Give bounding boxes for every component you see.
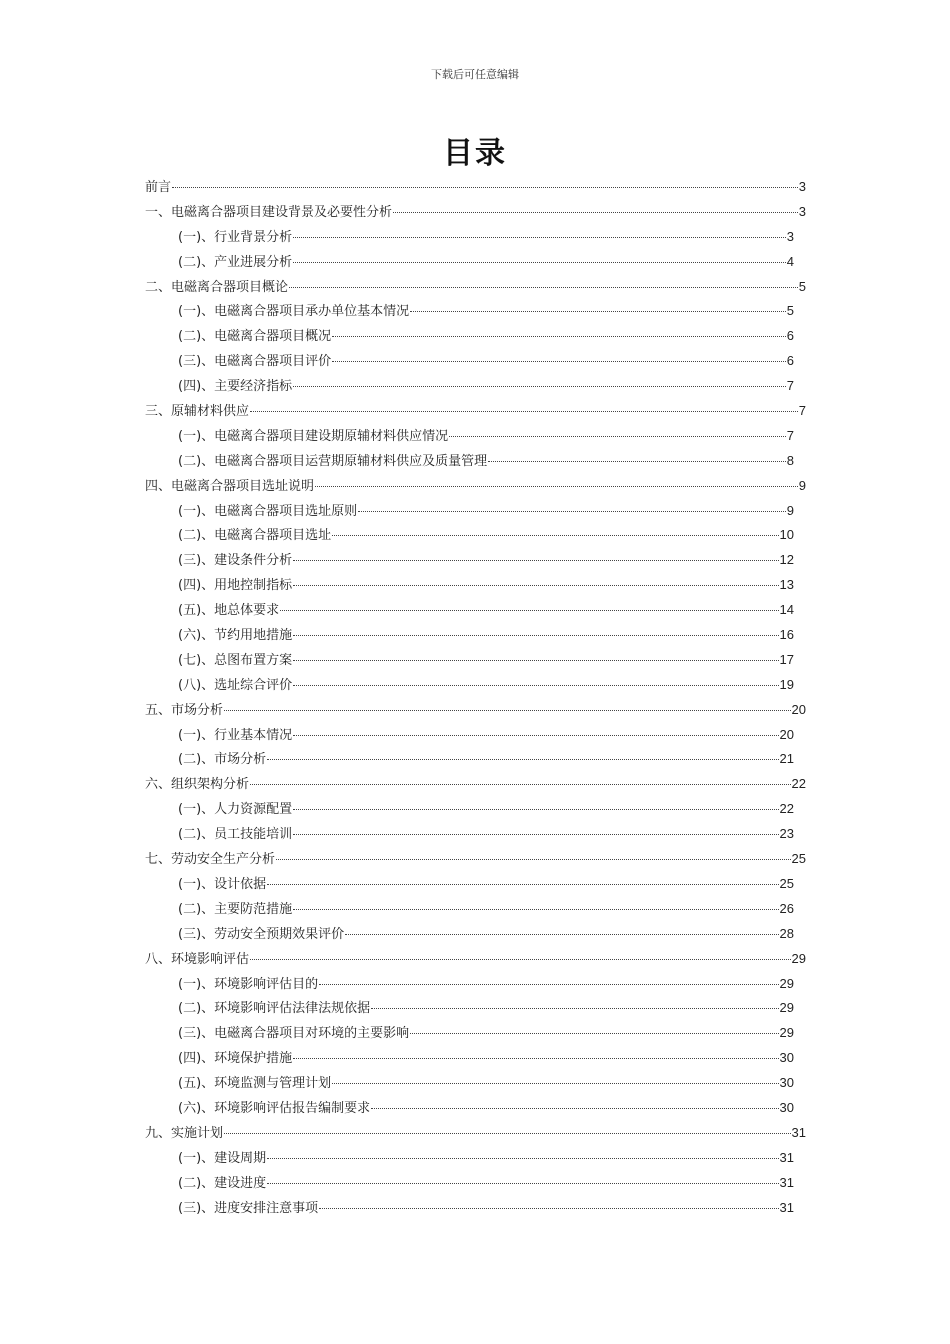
toc-dot-leader [332,1082,778,1084]
toc-entry-label: (三)、进度安排注意事项 [178,1200,319,1216]
toc-entry[interactable] [145,324,806,349]
toc-entry-page: 9 [798,477,806,493]
toc-entry-label: (二)、产业进展分析 [178,254,293,270]
toc-entry-page: 7 [786,427,794,443]
toc-entry[interactable] [145,922,806,947]
toc-entry-page: 25 [791,851,806,867]
toc-entry-page: 29 [791,950,806,966]
table-of-contents [145,175,806,1220]
toc-entry-label: (六)、环境影响评估报告编制要求 [178,1100,371,1116]
toc-entry[interactable] [145,1196,806,1221]
toc-entry-page: 31 [779,1174,794,1190]
toc-dot-leader [449,435,786,437]
toc-entry-label: (二)、电磁离合器项目运营期原辅材料供应及质量管理 [178,453,488,469]
toc-entry-label: (二)、建设进度 [178,1175,267,1191]
toc-dot-leader [224,1132,791,1134]
toc-entry-page: 20 [791,701,806,717]
toc-entry[interactable] [145,847,806,872]
toc-entry-page: 5 [798,278,806,294]
toc-entry-page: 8 [786,452,794,468]
toc-dot-leader [345,933,778,935]
toc-entry-label: (二)、市场分析 [178,752,267,768]
toc-entry-label: 四、电磁离合器项目选址说明 [145,478,315,494]
toc-entry[interactable] [145,822,806,847]
toc-entry-page: 22 [779,801,794,817]
toc-dot-leader [293,385,786,387]
toc-entry-page: 26 [779,900,794,916]
toc-dot-leader [293,734,778,736]
toc-entry-label: (一)、人力资源配置 [178,802,293,818]
toc-entry[interactable] [145,449,806,474]
toc-dot-leader [267,1182,778,1184]
toc-entry[interactable] [145,399,806,424]
toc-entry-label: 七、劳动安全生产分析 [145,852,276,868]
header-note: 下载后可任意编辑 [431,68,519,81]
toc-entry[interactable] [145,548,806,573]
toc-entry[interactable] [145,250,806,275]
toc-dot-leader [267,1157,778,1159]
toc-entry[interactable] [145,225,806,250]
toc-entry[interactable] [145,996,806,1021]
toc-dot-leader [293,684,778,686]
toc-entry-label: (二)、员工技能培训 [178,827,293,843]
toc-entry-label: (三)、劳动安全预期效果评价 [178,926,345,942]
toc-entry-page: 7 [786,378,794,394]
toc-dot-leader [250,410,798,412]
toc-entry-label: (一)、环境影响评估目的 [178,976,319,992]
toc-entry-label: (一)、电磁离合器项目选址原则 [178,503,358,519]
toc-dot-leader [293,908,778,910]
toc-entry-label: (一)、行业基本情况 [178,727,293,743]
toc-entry-page: 31 [779,1149,794,1165]
toc-entry-page: 29 [779,975,794,991]
toc-entry[interactable] [145,499,806,524]
toc-dot-leader [276,858,791,860]
toc-entry-label: 前言 [145,180,172,195]
toc-entry-page: 30 [779,1075,794,1091]
toc-dot-leader [358,510,786,512]
toc-dot-leader [293,808,778,810]
toc-entry-label: (四)、用地控制指标 [178,578,293,594]
toc-entry[interactable] [145,424,806,449]
toc-entry-label: (四)、主要经济指标 [178,379,293,395]
toc-entry-page: 6 [786,353,794,369]
toc-entry-page: 25 [779,875,794,891]
toc-entry-label: (五)、地总体要求 [178,603,280,619]
toc-entry-label: (三)、建设条件分析 [178,553,293,569]
toc-dot-leader [293,659,778,661]
toc-dot-leader [293,236,786,238]
toc-entry-page: 31 [791,1124,806,1140]
toc-entry-page: 30 [779,1050,794,1066]
toc-entry[interactable] [145,972,806,997]
toc-entry-page: 16 [779,627,794,643]
toc-entry[interactable] [145,673,806,698]
toc-dot-leader [289,286,798,288]
toc-entry-page: 14 [779,602,794,618]
toc-entry-page: 19 [779,676,794,692]
toc-entry[interactable] [145,1146,806,1171]
toc-entry[interactable] [145,623,806,648]
toc-entry-label: (二)、电磁离合器项目选址 [178,528,332,544]
toc-entry-label: 一、电磁离合器项目建设背景及必要性分析 [145,204,393,220]
toc-dot-leader [410,310,786,312]
toc-entry-page: 7 [798,403,806,419]
toc-dot-leader [319,1207,778,1209]
toc-entry-page: 29 [779,1000,794,1016]
toc-entry[interactable] [145,374,806,399]
toc-entry-page: 30 [779,1099,794,1115]
toc-entry[interactable] [145,947,806,972]
toc-entry-page: 3 [798,203,806,219]
page-title: 目录 [443,136,507,171]
toc-entry-label: (一)、设计依据 [178,876,267,892]
toc-dot-leader [267,758,778,760]
toc-entry-page: 3 [786,228,794,244]
toc-entry[interactable] [145,897,806,922]
toc-entry[interactable] [145,598,806,623]
toc-entry[interactable] [145,872,806,897]
toc-entry[interactable] [145,648,806,673]
toc-entry[interactable] [145,1021,806,1046]
toc-entry-label: 五、市场分析 [145,702,224,718]
toc-entry-page: 9 [786,502,794,518]
toc-dot-leader [332,335,786,337]
toc-dot-leader [332,360,786,362]
toc-dot-leader [172,186,798,188]
toc-entry[interactable] [145,747,806,772]
toc-dot-leader [250,958,791,960]
toc-entry[interactable] [145,797,806,822]
toc-entry-label: (八)、选址综合评价 [178,677,293,693]
toc-entry-page: 28 [779,925,794,941]
toc-entry-page: 5 [786,303,794,319]
toc-entry-label: (三)、电磁离合器项目对环境的主要影响 [178,1026,410,1042]
toc-entry-page: 12 [779,552,794,568]
toc-entry[interactable] [145,200,806,225]
toc-entry[interactable] [145,723,806,748]
toc-entry[interactable] [145,698,806,723]
toc-entry[interactable] [145,772,806,797]
toc-entry[interactable] [145,474,806,499]
toc-entry-label: (二)、环境影响评估法律法规依据 [178,1001,371,1017]
toc-dot-leader [393,211,798,213]
toc-entry-label: (一)、行业背景分析 [178,229,293,245]
toc-entry-page: 29 [779,1025,794,1041]
toc-entry-page: 17 [779,651,794,667]
toc-dot-leader [332,534,778,536]
toc-entry-label: 六、组织架构分析 [145,777,250,793]
toc-entry-label: (一)、电磁离合器项目承办单位基本情况 [178,304,410,320]
toc-entry[interactable] [145,299,806,324]
toc-entry-page: 31 [779,1199,794,1215]
toc-entry-label: (四)、环境保护措施 [178,1051,293,1067]
toc-dot-leader [267,883,778,885]
toc-dot-leader [224,709,791,711]
toc-entry[interactable] [145,1071,806,1096]
toc-entry-label: (一)、建设周期 [178,1150,267,1166]
toc-entry-label: 八、环境影响评估 [145,951,250,967]
toc-dot-leader [315,485,798,487]
toc-entry[interactable] [145,1121,806,1146]
toc-entry[interactable] [145,1171,806,1196]
toc-dot-leader [293,833,778,835]
toc-entry-label: 三、原辅材料供应 [145,404,250,420]
toc-entry-page: 22 [791,776,806,792]
toc-entry-label: (二)、电磁离合器项目概况 [178,329,332,345]
toc-dot-leader [293,634,778,636]
toc-entry-page: 6 [786,328,794,344]
toc-entry-label: (六)、节约用地措施 [178,628,293,644]
toc-dot-leader [293,1057,778,1059]
toc-entry[interactable] [145,573,806,598]
toc-dot-leader [293,261,786,263]
toc-entry-label: (二)、主要防范措施 [178,901,293,917]
toc-dot-leader [371,1107,778,1109]
toc-entry[interactable] [145,175,806,200]
toc-entry-page: 4 [786,253,794,269]
toc-entry[interactable] [145,349,806,374]
toc-dot-leader [250,783,791,785]
toc-entry[interactable] [145,523,806,548]
toc-entry-page: 3 [798,179,806,194]
toc-dot-leader [371,1007,778,1009]
toc-entry[interactable] [145,1046,806,1071]
toc-entry-label: (一)、电磁离合器项目建设期原辅材料供应情况 [178,428,449,444]
toc-entry-label: (五)、环境监测与管理计划 [178,1076,332,1092]
toc-entry-label: (七)、总图布置方案 [178,652,293,668]
toc-dot-leader [488,460,786,462]
toc-entry-label: 二、电磁离合器项目概论 [145,279,289,295]
toc-dot-leader [410,1032,778,1034]
toc-entry-label: 九、实施计划 [145,1125,224,1141]
toc-entry-label: (三)、电磁离合器项目评价 [178,354,332,370]
toc-entry-page: 21 [779,751,794,767]
toc-entry-page: 20 [779,726,794,742]
toc-dot-leader [280,609,778,611]
toc-entry-page: 23 [779,826,794,842]
toc-dot-leader [293,584,778,586]
toc-dot-leader [319,983,778,985]
toc-entry[interactable] [145,1096,806,1121]
toc-entry-page: 10 [779,527,794,543]
toc-dot-leader [293,559,778,561]
toc-entry-page: 13 [779,577,794,593]
toc-entry[interactable] [145,275,806,300]
